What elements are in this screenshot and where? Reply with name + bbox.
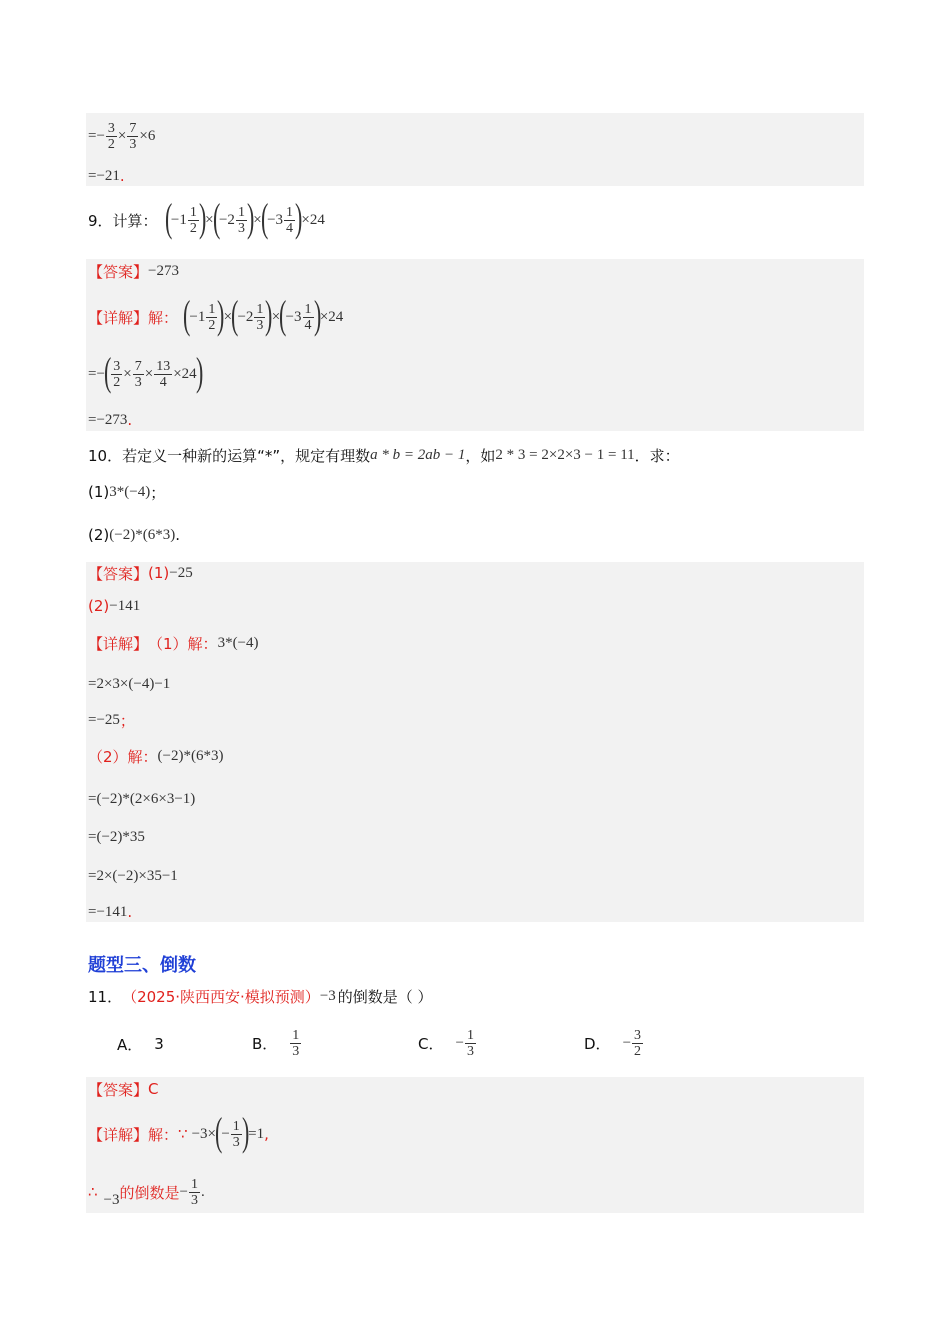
q10-question: 10．若定义一种新的运算“*”，规定有理数 a * b = 2ab − 1 ，如 2 * 3 = 2×2×3 − 1 = 11 ．求： bbox=[88, 446, 680, 465]
fraction: $\frac{3}{2}$ bbox=[113, 358, 121, 390]
fraction: $\frac{1}{3}$ bbox=[292, 1027, 300, 1059]
fraction: $\frac{1}{3}$ bbox=[256, 301, 264, 333]
fraction: $\frac{1}{4}$ bbox=[286, 204, 294, 236]
section-title: 题型三、倒数 bbox=[88, 955, 196, 976]
fraction: $\frac{7}{3}$ bbox=[129, 120, 137, 152]
q11-option-d[interactable]: D． − $\frac{3}{2}$ bbox=[584, 1027, 642, 1059]
fraction: $\frac{1}{3}$ bbox=[191, 1176, 198, 1208]
q9-detail: 【详解】 解： ( −1 $\frac{1}{2}$ ) × ( −2 $\frac{1}{3}$ ) × ( −3 $\frac{1}{4}$ ) ×24 bbox=[88, 292, 344, 337]
q10-detail-1-step-2: =−25 ； bbox=[88, 711, 135, 730]
q9-question: 9．计算： ( −1 $\frac{1}{2}$ ) × ( −2 $\frac{1}{3}$ ) × ( −3 $\frac{1}{4}$ ) ×24 bbox=[88, 195, 325, 240]
q10-answer-1: 【答案】 (1) −25 bbox=[88, 564, 193, 583]
q10-detail-1: 【详解】 （1）解： 3*(−4) bbox=[88, 634, 259, 653]
q10-detail-2-step-2: =(−2)*35 bbox=[88, 828, 145, 845]
q10-answer-2: (2) −141 bbox=[88, 597, 141, 615]
q10-detail-2-step-3: =2×(−2)×35−1 bbox=[88, 867, 178, 884]
q11-option-a[interactable]: A． 3 bbox=[117, 1035, 164, 1054]
q10-part-1: (1) 3*(−4) ； bbox=[88, 483, 166, 502]
fraction: $\frac{1}{2}$ bbox=[189, 204, 197, 236]
q10-part-2: (2) (−2)*(6*3) . bbox=[88, 526, 180, 544]
prev-solution-box bbox=[86, 113, 864, 186]
q9-step-2: =−273 . bbox=[88, 411, 133, 429]
q11-option-b[interactable]: B． $\frac{1}{3}$ bbox=[252, 1027, 300, 1059]
prev-solution-line-2: =−21 . bbox=[88, 167, 125, 185]
fraction: $\frac{3}{2}$ bbox=[107, 120, 115, 152]
fraction: $\frac{1}{3}$ bbox=[466, 1027, 474, 1059]
fraction: $\frac{1}{3}$ bbox=[232, 1118, 240, 1150]
q10-detail-2-step-4: =−141 . bbox=[88, 903, 133, 921]
q11-detail: 【详解】 解： ∵ −3× ( − $\frac{1}{3}$ ) =1 , bbox=[88, 1109, 269, 1154]
q11-answer: 【答案】 C bbox=[88, 1080, 159, 1099]
fraction: $\frac{7}{3}$ bbox=[134, 358, 142, 390]
q9-answer: 【答案】 −273 bbox=[88, 262, 179, 281]
fraction: $\frac{3}{2}$ bbox=[634, 1027, 642, 1059]
prev-solution-line-1: =− $\frac{3}{2}$ × $\frac{7}{3}$ ×6 bbox=[88, 120, 156, 152]
q10-detail-2-step-1: =(−2)*(2×6×3−1) bbox=[88, 790, 196, 807]
q11-option-c[interactable]: C． − $\frac{1}{3}$ bbox=[418, 1027, 474, 1059]
fraction: $\frac{1}{2}$ bbox=[208, 301, 216, 333]
q9-step-1: =− ( $\frac{3}{2}$ × $\frac{7}{3}$ × $\frac{13}{4}$ ×24 ) bbox=[88, 349, 203, 394]
q9-solution-box bbox=[86, 259, 864, 431]
q10-detail-1-step-1: =2×3×(−4)−1 bbox=[88, 675, 171, 692]
q10-detail-2: （2）解： (−2)*(6*3) bbox=[88, 747, 224, 766]
q10-solution-box bbox=[86, 562, 864, 922]
q11-conclusion: ∴ −3 的倒数是 − $\frac{1}{3}$ . bbox=[88, 1176, 205, 1208]
fraction: $\frac{1}{4}$ bbox=[304, 301, 312, 333]
fraction: $\frac{1}{3}$ bbox=[237, 204, 245, 236]
fraction: $\frac{13}{4}$ bbox=[156, 358, 171, 390]
q11-question: 11． （2025·陕西西安·模拟预测） −3 的倒数是（ ） bbox=[88, 987, 433, 1006]
